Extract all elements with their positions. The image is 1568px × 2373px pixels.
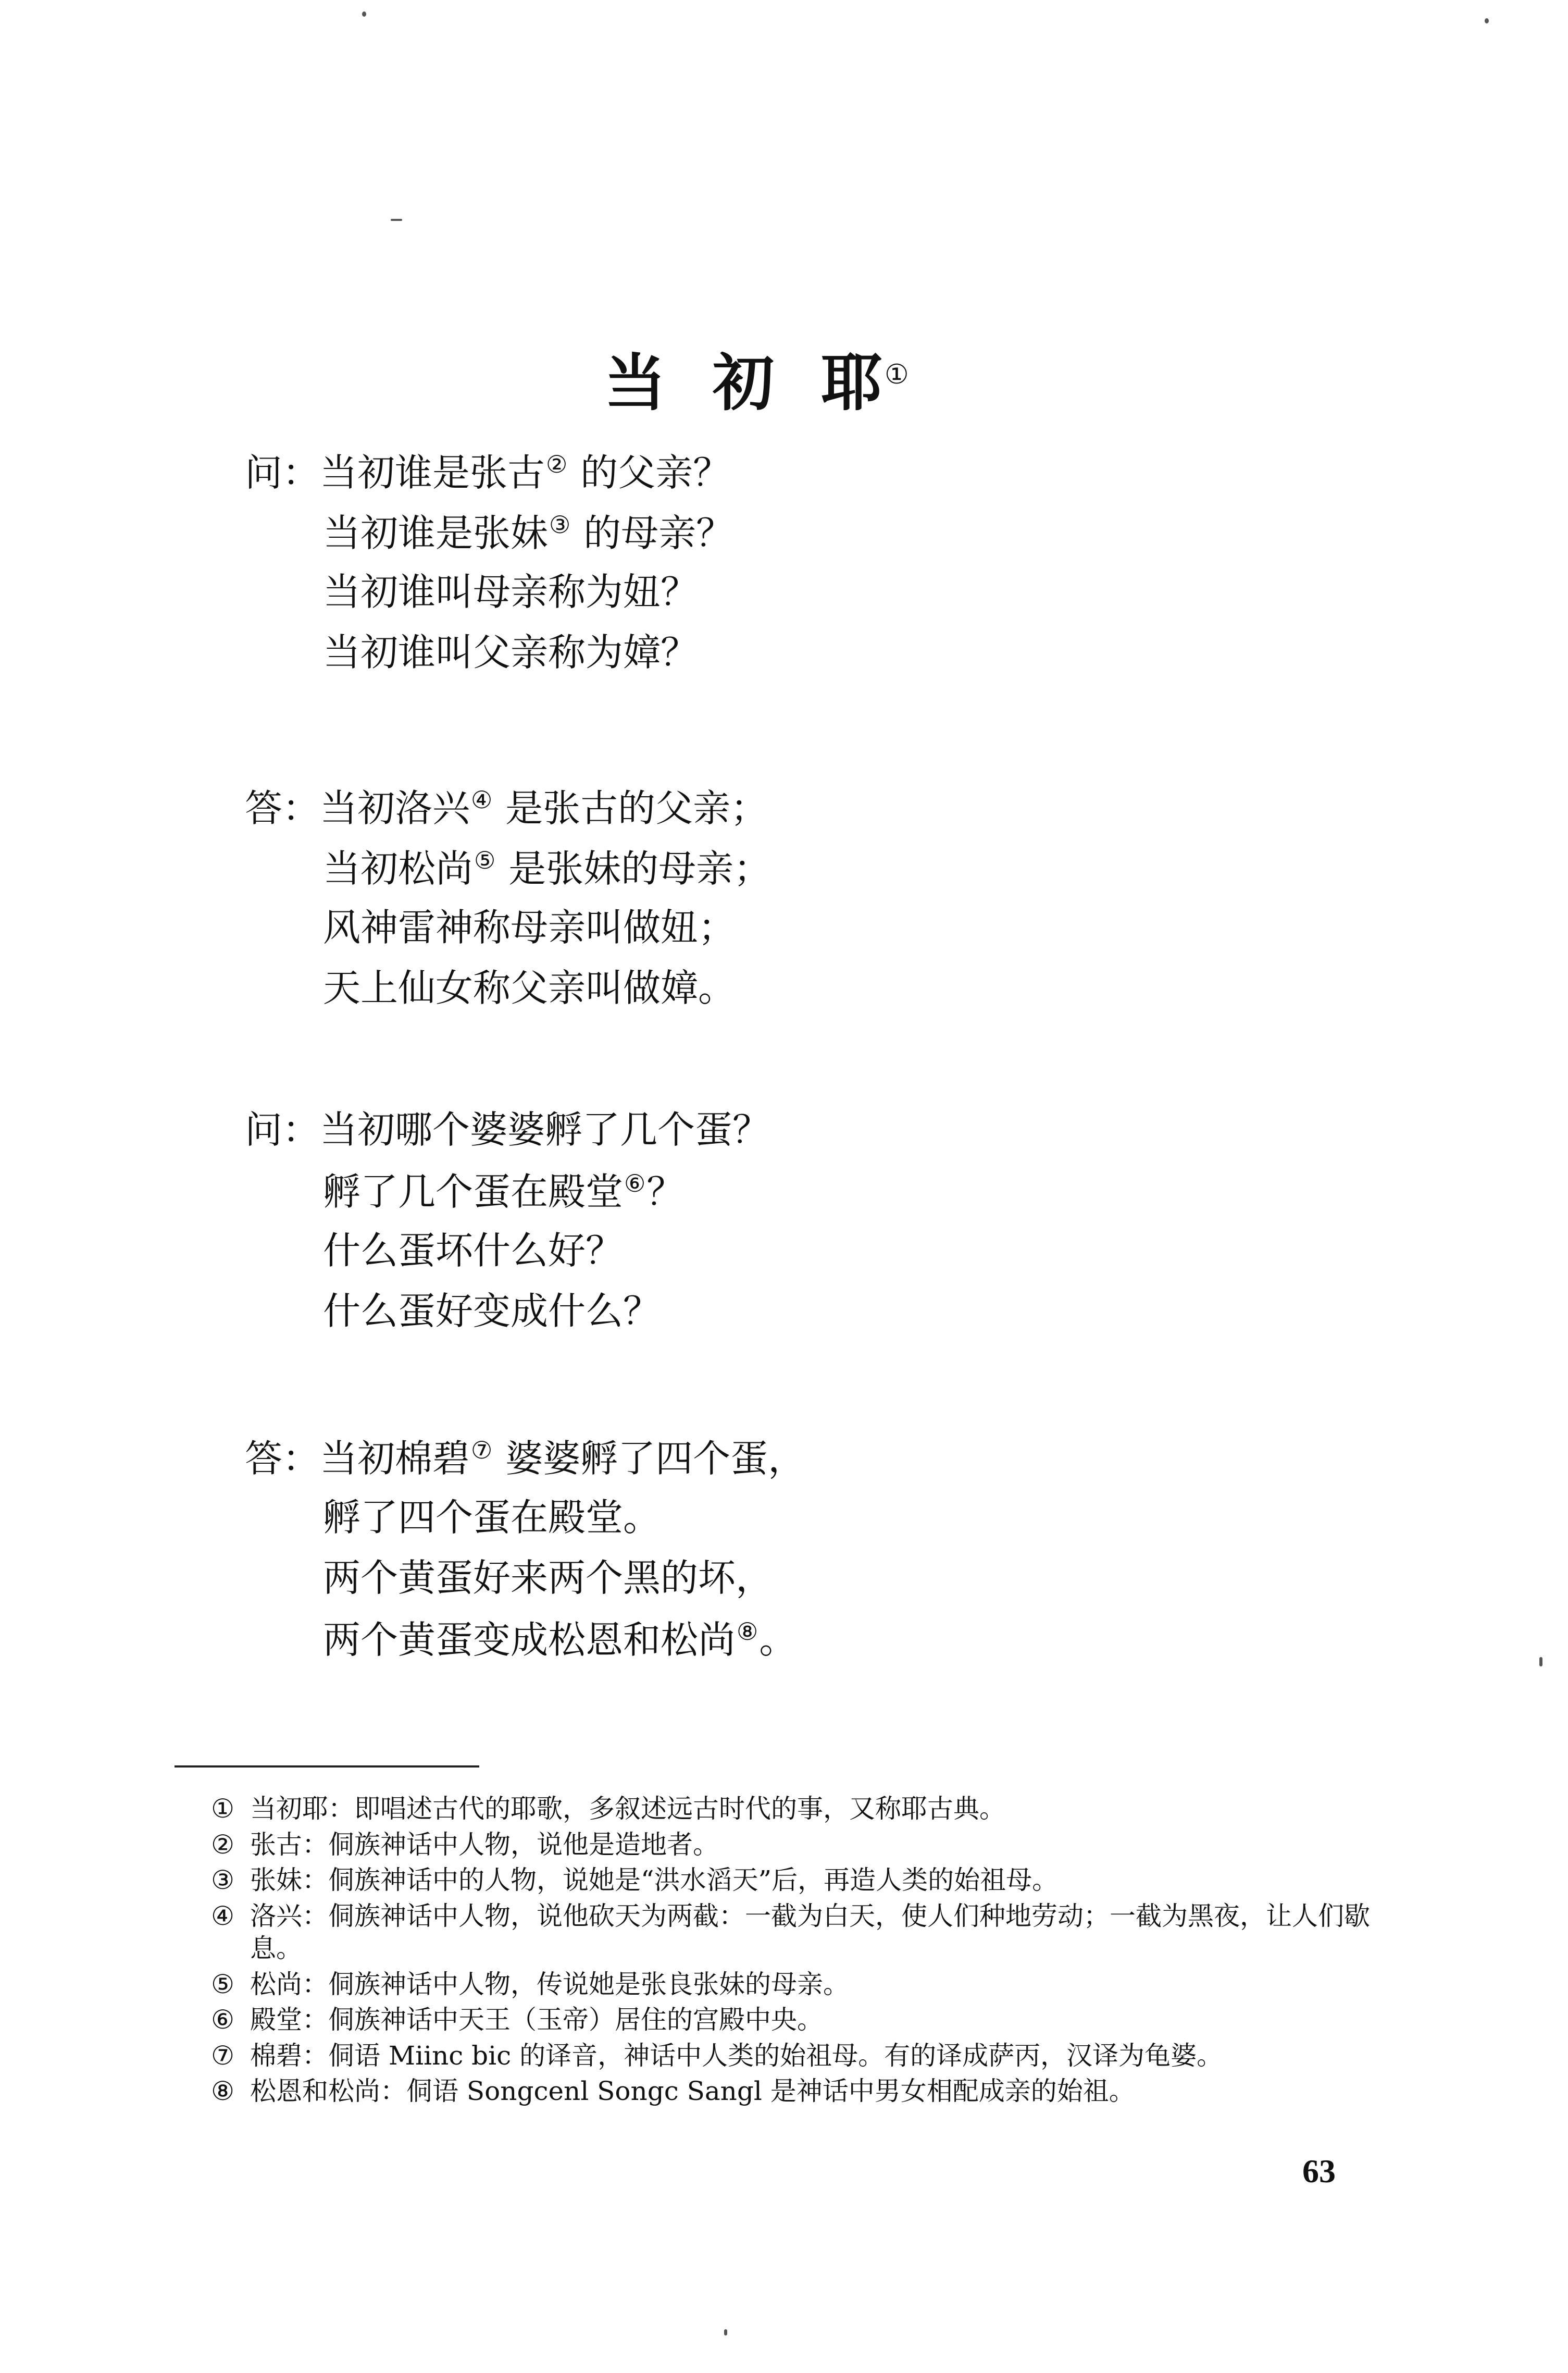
footnote-ref: ⑦ xyxy=(471,1436,493,1464)
footnote-ref: ④ xyxy=(471,786,493,814)
verse-line: 答：当初棉碧⑦ 婆婆孵了四个蛋， xyxy=(245,1436,806,1480)
verse-line: 当初谁是张妹③ 的母亲？ xyxy=(323,511,734,555)
footnote-number: ③ xyxy=(211,1865,234,1895)
title-char: 初 xyxy=(713,347,775,419)
verse-line: 当初谁叫父亲称为嫜？ xyxy=(323,631,699,674)
footnote-number: ⑤ xyxy=(211,1969,234,1999)
footnote-number: ⑥ xyxy=(211,2005,234,2035)
verse-line: 答：当初洛兴④ 是张古的父亲； xyxy=(245,786,768,830)
verse-line: 当初松尚⑤ 是张妹的母亲； xyxy=(323,846,771,891)
verse-line: 两个黄蛋变成松恩和松尚⑧。 xyxy=(323,1617,797,1662)
page-number: 63 xyxy=(1302,2153,1336,2190)
verse-line: 天上仙女称父亲叫做嫜。 xyxy=(323,966,736,1010)
verse-line: 什么蛋好变成什么？ xyxy=(323,1289,661,1333)
footnote: ③ 张妹：侗族神话中的人物，说她是“洪水滔天”后，再造人类的始祖母。 xyxy=(172,1864,1412,1897)
footnote-number: ④ xyxy=(211,1900,234,1931)
footnote: ⑥ 殿堂：侗族神话中天王（玉帝）居住的宫殿中央。 xyxy=(172,2004,1412,2036)
scan-speck xyxy=(724,2329,727,2335)
verse-line: 两个黄蛋好来两个黑的坏， xyxy=(323,1556,774,1600)
title-char: 当 xyxy=(604,347,666,419)
footnote: ② 张古：侗族神话中人物，说他是造地者。 xyxy=(172,1828,1412,1861)
title-footnote-ref: ① xyxy=(885,359,909,390)
verse-line: 当初谁叫母亲称为妞？ xyxy=(323,570,699,614)
stanza-4 xyxy=(245,1438,805,1680)
footnote-ref: ⑥ xyxy=(624,1169,646,1197)
stanza-2 xyxy=(245,788,771,1030)
footnote: ⑧ 松恩和松尚：侗语 Songcenl Songc Sangl 是神话中男女相配成亲的始祖。 xyxy=(172,2075,1412,2108)
poem-title xyxy=(604,333,909,422)
verse-line: 孵了四个蛋在殿堂。 xyxy=(323,1496,661,1539)
stanza-3 xyxy=(245,1108,770,1353)
verse-line: 问：当初谁是张古② 的父亲？ xyxy=(245,450,731,495)
footnote-number: ⑧ xyxy=(211,2076,234,2106)
footnote: ④ 洛兴：侗族神话中人物，说他砍天为两截：一截为白天，使人们种地劳动；一截为黑夜，让人们歇息。 xyxy=(172,1900,1412,1965)
verse-line: 什么蛋坏什么好？ xyxy=(323,1229,624,1272)
stanza-1 xyxy=(245,452,733,694)
footnote-ref: ⑧ xyxy=(737,1617,758,1646)
scan-speck xyxy=(391,219,402,221)
footnotes xyxy=(172,1793,1412,2111)
footnote-number: ① xyxy=(211,1794,234,1824)
scan-speck xyxy=(362,11,366,17)
verse-line: 孵了几个蛋在殿堂⑥？ xyxy=(323,1169,685,1214)
footnote-ref: ⑤ xyxy=(474,846,496,874)
scan-speck xyxy=(1485,18,1489,23)
footnote: ⑦ 棉碧：侗语 Miinc bic 的译音，神话中人类的始祖母。有的译成萨丙，汉译为龟婆。 xyxy=(172,2040,1412,2072)
footnote-ref: ② xyxy=(546,450,568,478)
title-char: 耶 xyxy=(821,347,883,419)
footnote: ① 当初耶：即唱述古代的耶歌，多叙述远古时代的事，又称耶古典。 xyxy=(172,1793,1412,1825)
scan-speck xyxy=(1539,1657,1542,1666)
verse-line: 问：当初哪个婆婆孵了几个蛋？ xyxy=(245,1108,770,1152)
footnote-divider xyxy=(175,1765,479,1768)
verse-line: 风神雷神称母亲叫做妞； xyxy=(323,906,736,949)
footnote-number: ② xyxy=(211,1829,234,1860)
footnote: ⑤ 松尚：侗族神话中人物，传说她是张良张妹的母亲。 xyxy=(172,1968,1412,2001)
footnote-number: ⑦ xyxy=(211,2040,234,2071)
footnote-ref: ③ xyxy=(549,511,571,539)
